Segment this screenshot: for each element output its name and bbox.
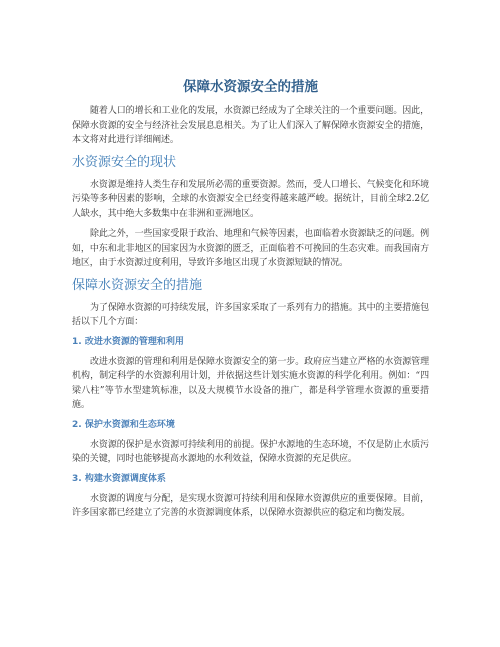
status-paragraph-2: 除此之外，一些国家受限于政治、地理和气候等因素，也面临着水资源缺乏的问题。例如，中东和北非地区的国家因为水资源的匮乏，正面临着不可挽回的生态灾难。而我国南方地区，由于水资源过度利用，导致许多地区出现了水资源短缺的情况。 xyxy=(72,229,429,268)
status-paragraph-1: 水资源是维持人类生存和发展所必需的重要资源。然而，受人口增长、气候变化和环境污染等多种因素的影响，全球的水资源安全已经变得越来越严峻。据统计，目前全球2.2亿人缺水，其中绝大多数集中在非洲和亚洲地区。 xyxy=(72,179,429,219)
section-heading-measures: 保障水资源安全的措施 xyxy=(72,277,203,293)
measure-paragraph-management: 改进水资源的管理和利用是保障水资源安全的第一步。政府应当建立严格的水资源管理机构，制定科学的水资源利用计划，并依据这些计划实施水资源的科学化利用。例如：“四梁八柱”等节水型建筑标准，以及大规模节水设备的推广，都是科学管理水资源的重要措施。 xyxy=(72,356,429,410)
intro-paragraph: 随着人口的增长和工业化的发展，水资源已经成为了全球关注的一个重要问题。因此，保障水资源的安全与经济社会发展息息相关。为了让人们深入了解保障水资源安全的措施，本文将对此进行详细阐述。 xyxy=(72,106,429,145)
measures-intro-paragraph: 为了保障水资源的可持续发展，许多国家采取了一系列有力的措施。其中的主要措施包括以下几个方面： xyxy=(72,302,429,327)
measure-paragraph-protection: 水资源的保护是水资源可持续利用的前提。保护水源地的生态环境，不仅是防止水质污染的关键，同时也能够提高水源地的水利效益，保障水资源的充足供应。 xyxy=(72,439,429,464)
measure-paragraph-dispatch: 水资源的调度与分配，是实现水资源可持续利用和保障水资源供应的重要保障。目前，许多国家都已经建立了完善的水资源调度体系，以保障水资源供应的稳定和均衡发展。 xyxy=(72,493,429,518)
measure-heading-management: 1. 改进水资源的管理和利用 xyxy=(72,336,184,347)
section-heading-status: 水资源安全的现状 xyxy=(72,154,177,170)
document-title: 保障水资源安全的措施 xyxy=(183,79,318,95)
document-page xyxy=(72,78,429,527)
measure-heading-dispatch: 3. 构建水资源调度体系 xyxy=(72,473,166,484)
measure-heading-protection: 2. 保护水资源和生态环境 xyxy=(72,419,175,430)
